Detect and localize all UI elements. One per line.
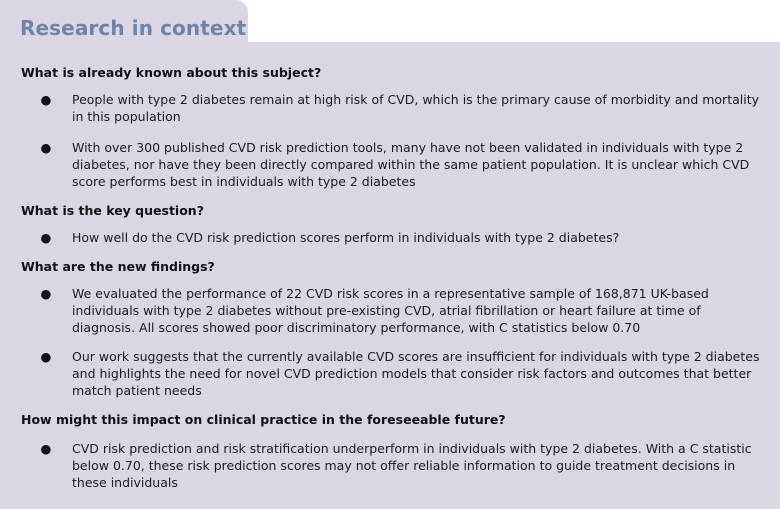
bullet-text: Our work suggests that the currently available CVD scores are insufficient for individuals with type 2 diabetes and highlights the need for novel CVD prediction models that consider risk factors and outcomes that better match patient needs xyxy=(72,349,760,398)
bullet-text: How well do the CVD risk prediction scores perform in individuals with type 2 diabetes? xyxy=(72,230,620,245)
bullet-text: With over 300 published CVD risk prediction tools, many have not been validated in individuals with type 2 diabetes, nor have they been directly compared within the same patient population. It is unclear which CVD score performs best in individuals with type 2 diabetes xyxy=(72,140,750,189)
bullet-text: We evaluated the performance of 22 CVD risk scores in a representative sample of 168,871 UK-based individuals with type 2 diabetes without pre-existing CVD, atrial fibrillation or heart failure at time of diagnosis. All scores showed poor discriminatory performance, with C statistics below 0.70 xyxy=(72,286,709,335)
bullet-icon: ● xyxy=(40,349,52,364)
bullet-text: People with type 2 diabetes remain at high risk of CVD, which is the primary cause of morbidity and mortality in this population xyxy=(72,92,760,124)
research-context-tab xyxy=(0,0,248,48)
section-heading-new-findings: What are the new findings? xyxy=(21,259,215,274)
section-heading-key-question: What is the key question? xyxy=(21,203,204,218)
bullet-icon: ● xyxy=(40,230,52,245)
bullet-text: CVD risk prediction and risk stratification underperform in individuals with type 2 diabetes. With a C statistic below 0.70, these risk prediction scores may not offer reliable information to guide treatment decisions in these individuals xyxy=(72,441,752,490)
bullet-icon: ● xyxy=(40,140,52,155)
box-title: Research in context xyxy=(20,16,247,40)
bullet-icon: ● xyxy=(40,441,52,456)
section-heading-clinical-impact: How might this impact on clinical practice in the foreseeable future? xyxy=(21,412,506,427)
bullet-icon: ● xyxy=(40,286,52,301)
section-heading-known: What is already known about this subject? xyxy=(21,65,322,80)
bullet-icon: ● xyxy=(40,92,52,107)
